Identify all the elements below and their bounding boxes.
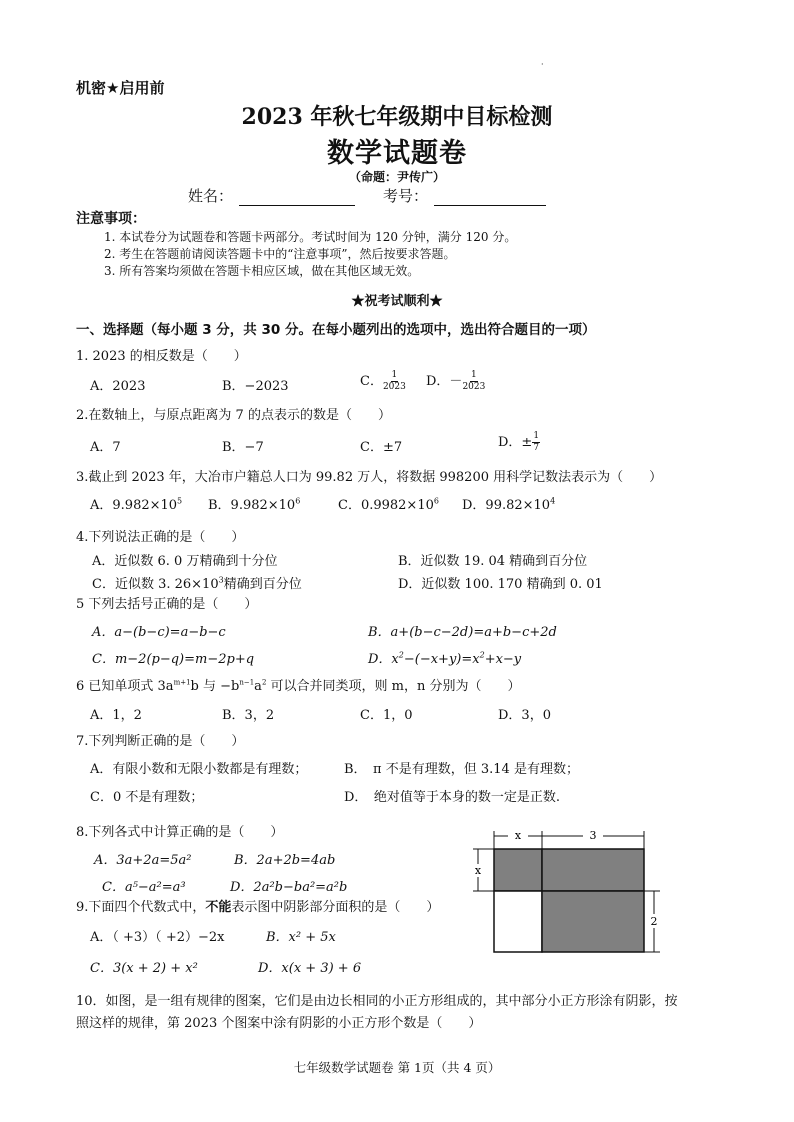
stray-dot: · (541, 60, 544, 69)
q9-option-d: D．x(x + 3) + 6 (258, 961, 362, 976)
question-8-stem: 8.下列各式中计算正确的是（ ） (76, 825, 284, 840)
label-top-x: x (514, 829, 522, 842)
q4-option-a: A．近似数 6. 0 万精确到十分位 (92, 554, 278, 569)
q1-c-prefix: C． (360, 374, 383, 389)
denominator: 2023 (462, 382, 486, 392)
q3-option-a (90, 494, 182, 513)
exponent: 6 (295, 496, 301, 506)
numerator: 1 (533, 431, 540, 441)
q6-option-b: B．3，2 (222, 708, 275, 723)
q3-a-base: A．9.982×10 (90, 498, 178, 513)
q9-stem-emphasis: 不能 (205, 900, 232, 915)
q1-option-c (360, 370, 406, 393)
q3-c-base: C．0.9982×10 (338, 498, 434, 513)
q2-option-b: B．−7 (222, 440, 264, 455)
q4-option-d: D．近似数 100. 170 精确到 0. 01 (398, 577, 603, 592)
q4-option-b: B．近似数 19. 04 精确到百分位 (398, 554, 588, 569)
id-blank[interactable] (434, 191, 546, 206)
q7-option-a: A．有限小数和无限小数都是有理数； (90, 762, 308, 777)
question-6-stem (76, 675, 521, 694)
label-left-x: x (474, 864, 482, 877)
q9-stem-pre: 9.下面四个代数式中， (76, 900, 206, 915)
notice-item: 1. 本试卷分为试题卷和答题卡两部分。考试时间为 120 分钟，满分 120 分。 (104, 230, 517, 244)
question-3-stem: 3.截止到 2023 年，大冶市户籍总人口为 99.82 万人，将数据 998200 用科学记数法表示为（ ） (76, 470, 663, 485)
exponent: 6 (433, 496, 439, 506)
q3-b-base: B．9.982×10 (208, 498, 296, 513)
q6-stem-pre: 6 已知单项式 3a (76, 679, 174, 694)
area-diagram (468, 828, 668, 958)
question-1-stem: 1. 2023 的相反数是（ ） (76, 349, 247, 364)
q5-option-b: B．a+(b−c−2d)=a+b−c+2d (368, 625, 557, 640)
label-top-3: 3 (589, 829, 597, 842)
q5-d-post: +x−y (484, 652, 522, 667)
q4-c-pre: C．近似数 3. 26×10 (92, 577, 219, 592)
question-9-stem (76, 896, 439, 915)
q9-option-b: B．x² + 5x (266, 930, 336, 945)
blank-rect-x-by-2 (494, 891, 542, 952)
q3-option-b (208, 494, 300, 513)
q3-option-c (338, 494, 439, 513)
page-footer: 七年级数学试题卷 第 1页（共 4 页） (293, 1060, 501, 1075)
q2-d-prefix: D．± (498, 435, 533, 450)
question-5-stem: 5 下列去括号正确的是（ ） (76, 597, 258, 612)
q1-option-b: B．−2023 (222, 379, 289, 394)
q1-option-d (426, 370, 485, 393)
notice-item: 3. 所有答案均须做在答题卡相应区域，做在其他区域无效。 (104, 264, 420, 278)
notice-title: 注意事项： (76, 211, 146, 227)
q4-c-post: 精确到百分位 (223, 577, 302, 592)
q2-option-a: A．7 (90, 440, 121, 455)
q4-option-c (92, 573, 302, 592)
numerator: 1 (471, 370, 477, 380)
numerator: 1 (391, 370, 398, 380)
q5-option-c: C．m−2(p−q)=m−2p+q (92, 652, 255, 667)
q6-option-d: D．3，0 (498, 708, 551, 723)
q1-option-a: A．2023 (90, 379, 146, 394)
shaded-rect-3-by-x (542, 849, 644, 891)
exponent: 2 (398, 650, 404, 660)
q3-d-base: D．99.82×10 (462, 498, 551, 513)
question-4-stem: 4.下列说法正确的是（ ） (76, 530, 245, 545)
question-10-line2: 照这样的规律，第 2023 个图案中涂有阴影的小正方形个数是（ ） (76, 1016, 482, 1031)
exponent: 4 (550, 496, 556, 506)
q5-option-d (368, 648, 521, 667)
exponent: 3 (218, 575, 224, 585)
label-right-2: 2 (650, 915, 658, 928)
question-10-line1: 10．如图，是一组有规律的图案，它们是由边长相同的小正方形组成的，其中部分小正方形涂有阴影，按 (76, 994, 678, 1009)
confidential-label: 机密★启用前 (76, 79, 165, 97)
q8-option-d: D．2a²b−ba²=a²b (230, 880, 348, 895)
author-line: （命题：尹传广） (348, 170, 445, 184)
question-7-stem: 7.下列判断正确的是（ ） (76, 734, 245, 749)
q9-option-c: C．3(x + 2) + x² (90, 961, 198, 976)
q1-c-fraction (383, 370, 406, 393)
q8-option-c: C．a⁵−a²=a³ (102, 880, 186, 895)
q3-option-d (462, 494, 555, 513)
q6-stem-post: 可以合并同类项，则 m，n 分别为（ ） (266, 679, 521, 694)
exam-title: 2023 年秋七年级期中目标检测 (241, 104, 553, 130)
q6-option-a: A．1，2 (90, 708, 142, 723)
denominator: 7 (533, 443, 540, 453)
name-blank[interactable] (239, 191, 355, 206)
q9-option-a: A．（ +3）（ +2）−2x (90, 930, 225, 945)
q2-d-fraction (532, 431, 540, 454)
question-2-stem: 2.在数轴上，与原点距离为 7 的点表示的数是（ ） (76, 408, 391, 423)
q9-stem-post: 表示图中阴影部分面积的是（ ） (231, 900, 440, 915)
q1-d-fraction (462, 370, 485, 393)
exponent: 5 (177, 496, 183, 506)
good-luck: ★祝考试顺利★ (351, 294, 443, 309)
shaded-square-x-by-x (494, 849, 542, 891)
q5-d-pre: D．x (368, 652, 399, 667)
denominator: 2023 (382, 382, 406, 392)
q5-d-mid: −(−x+y)=x (403, 652, 480, 667)
paper-title: 数学试题卷 (327, 138, 467, 169)
shaded-rect-3-by-2 (542, 891, 644, 952)
exponent: n−1 (239, 678, 255, 687)
q1-d-prefix: D．－ (426, 374, 463, 389)
q7-option-c: C．0 不是有理数； (90, 790, 204, 805)
notice-item: 2. 考生在答题前请阅读答题卡中的“注意事项”，然后按要求答题。 (104, 247, 456, 261)
name-id-row (188, 185, 546, 206)
q7-option-b: B． π 不是有理数，但 3.14 是有理数； (344, 762, 579, 777)
exponent: 2 (479, 650, 485, 660)
q6-stem-mid2: a (254, 679, 262, 694)
name-label: 姓名： (188, 187, 234, 205)
q5-option-a: A．a−(b−c)=a−b−c (92, 625, 226, 640)
section-heading: 一、选择题（每小题 3 分，共 30 分。在每小题列出的选项中，选出符合题目的一项） (76, 322, 596, 338)
id-label: 考号： (383, 187, 429, 205)
q8-option-b: B．2a+2b=4ab (234, 853, 336, 868)
q6-option-c: C．1，0 (360, 708, 413, 723)
exponent: m+1 (173, 678, 191, 687)
q7-option-d: D． 绝对值等于本身的数一定是正数. (344, 790, 561, 805)
q6-stem-mid: b 与 −b (190, 679, 240, 694)
q2-option-c: C．±7 (360, 440, 403, 455)
exponent: 2 (261, 678, 267, 687)
q2-option-d (498, 431, 540, 454)
q8-option-a: A．3a+2a=5a² (94, 853, 192, 868)
